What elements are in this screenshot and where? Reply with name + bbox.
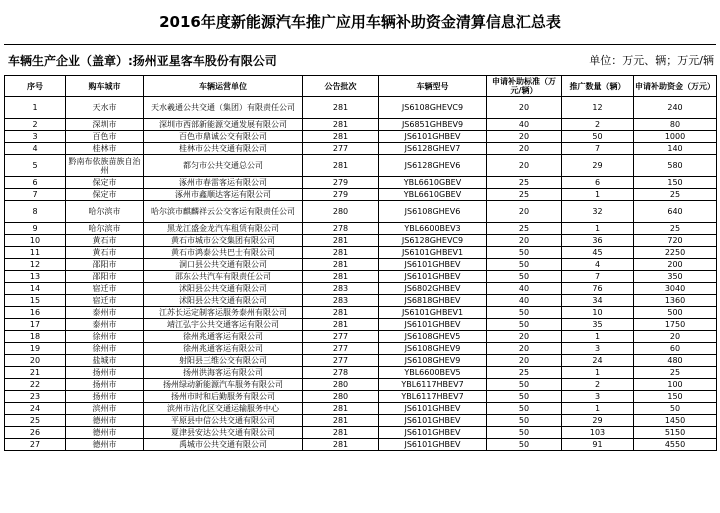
cell-city: 黄石市 [66, 235, 144, 247]
cell-batch: 281 [303, 439, 379, 451]
cell-quantity: 10 [562, 307, 634, 319]
cell-subsidy: 150 [634, 391, 717, 403]
cell-city: 深圳市 [66, 119, 144, 131]
table-row [5, 177, 717, 189]
cell-standard: 50 [487, 271, 562, 283]
cell-model: JS6101GHBEV1 [379, 247, 487, 259]
cell-quantity: 7 [562, 143, 634, 155]
cell-standard: 50 [487, 415, 562, 427]
cell-quantity: 29 [562, 415, 634, 427]
table-row [5, 235, 717, 247]
cell-standard: 20 [487, 343, 562, 355]
cell-operator: 扬州市时和后勤服务有限公司 [144, 391, 303, 403]
cell-batch: 283 [303, 295, 379, 307]
cell-standard: 20 [487, 97, 562, 119]
cell-city: 邵阳市 [66, 271, 144, 283]
cell-seq: 4 [5, 143, 66, 155]
cell-quantity: 91 [562, 439, 634, 451]
cell-model: JS6108GHEVC9 [379, 97, 487, 119]
cell-batch: 281 [303, 319, 379, 331]
cell-operator: 扬州洪海客运有限公司 [144, 367, 303, 379]
cell-seq: 24 [5, 403, 66, 415]
cell-quantity: 76 [562, 283, 634, 295]
cell-quantity: 35 [562, 319, 634, 331]
header-operator: 车辆运营单位 [144, 76, 303, 97]
table-row [5, 439, 717, 451]
cell-quantity: 24 [562, 355, 634, 367]
cell-subsidy: 25 [634, 189, 717, 201]
cell-operator: 沭阳县公共交通有限公司 [144, 283, 303, 295]
cell-subsidy: 100 [634, 379, 717, 391]
cell-city: 扬州市 [66, 391, 144, 403]
table-row [5, 391, 717, 403]
cell-seq: 17 [5, 319, 66, 331]
cell-city: 保定市 [66, 177, 144, 189]
cell-subsidy: 240 [634, 97, 717, 119]
cell-seq: 19 [5, 343, 66, 355]
cell-city: 徐州市 [66, 343, 144, 355]
cell-seq: 9 [5, 223, 66, 235]
cell-seq: 18 [5, 331, 66, 343]
cell-operator: 江苏长运定制客运服务泰州有限公司 [144, 307, 303, 319]
cell-city: 哈尔滨市 [66, 201, 144, 223]
header-seq: 序号 [5, 76, 66, 97]
cell-model: JS6101GHBEV [379, 403, 487, 415]
cell-operator: 天水羲通公共交通（集团）有限责任公司 [144, 97, 303, 119]
cell-city: 黄石市 [66, 247, 144, 259]
cell-model: YBL6117HBEV7 [379, 379, 487, 391]
cell-standard: 40 [487, 295, 562, 307]
cell-operator: 桂林市公共交通有限公司 [144, 143, 303, 155]
cell-batch: 283 [303, 283, 379, 295]
cell-operator: 涿州市鑫顺达客运有限公司 [144, 189, 303, 201]
subsidy-table [4, 75, 717, 451]
cell-standard: 25 [487, 177, 562, 189]
cell-standard: 40 [487, 119, 562, 131]
cell-model: JS6802GHBEV [379, 283, 487, 295]
cell-batch: 281 [303, 415, 379, 427]
cell-quantity: 29 [562, 155, 634, 177]
cell-quantity: 12 [562, 97, 634, 119]
cell-standard: 50 [487, 307, 562, 319]
cell-subsidy: 1000 [634, 131, 717, 143]
cell-operator: 靖江弘宇公共交通客运有限公司 [144, 319, 303, 331]
cell-seq: 20 [5, 355, 66, 367]
cell-subsidy: 200 [634, 259, 717, 271]
cell-model: JS6101GHBEV [379, 271, 487, 283]
cell-subsidy: 50 [634, 403, 717, 415]
cell-model: JS6101GHBEV [379, 131, 487, 143]
cell-quantity: 6 [562, 177, 634, 189]
cell-standard: 50 [487, 379, 562, 391]
cell-city: 盐城市 [66, 355, 144, 367]
cell-quantity: 32 [562, 201, 634, 223]
cell-seq: 11 [5, 247, 66, 259]
cell-subsidy: 25 [634, 367, 717, 379]
cell-city: 宿迁市 [66, 295, 144, 307]
cell-standard: 50 [487, 427, 562, 439]
cell-batch: 279 [303, 177, 379, 189]
cell-standard: 50 [487, 247, 562, 259]
cell-batch: 281 [303, 259, 379, 271]
cell-city: 保定市 [66, 189, 144, 201]
table-row [5, 189, 717, 201]
cell-standard: 50 [487, 319, 562, 331]
cell-quantity: 2 [562, 379, 634, 391]
cell-standard: 50 [487, 403, 562, 415]
cell-subsidy: 2250 [634, 247, 717, 259]
table-row [5, 415, 717, 427]
cell-model: JS6851GHBEV9 [379, 119, 487, 131]
cell-operator: 沭阳县公共交通有限公司 [144, 295, 303, 307]
cell-operator: 禹城市公共交通有限公司 [144, 439, 303, 451]
cell-city: 德州市 [66, 427, 144, 439]
cell-city: 百色市 [66, 131, 144, 143]
cell-quantity: 1 [562, 403, 634, 415]
cell-quantity: 1 [562, 189, 634, 201]
cell-model: YBL6117HBEV7 [379, 391, 487, 403]
cell-quantity: 45 [562, 247, 634, 259]
cell-operator: 洞口县公共交通有限公司 [144, 259, 303, 271]
cell-model: JS6101GHBEV [379, 439, 487, 451]
cell-city: 泰州市 [66, 307, 144, 319]
cell-subsidy: 580 [634, 155, 717, 177]
cell-model: JS6108GHEV9 [379, 343, 487, 355]
table-row [5, 131, 717, 143]
cell-city: 泰州市 [66, 319, 144, 331]
cell-quantity: 34 [562, 295, 634, 307]
cell-subsidy: 480 [634, 355, 717, 367]
cell-city: 邵阳市 [66, 259, 144, 271]
cell-quantity: 2 [562, 119, 634, 131]
cell-batch: 281 [303, 119, 379, 131]
cell-standard: 20 [487, 235, 562, 247]
cell-quantity: 36 [562, 235, 634, 247]
cell-subsidy: 4550 [634, 439, 717, 451]
cell-batch: 281 [303, 235, 379, 247]
cell-quantity: 1 [562, 367, 634, 379]
header-quantity: 推广数量（辆） [562, 76, 634, 97]
cell-standard: 20 [487, 331, 562, 343]
cell-model: YBL6610GBEV [379, 189, 487, 201]
cell-subsidy: 500 [634, 307, 717, 319]
cell-operator: 徐州兆通客运有限公司 [144, 343, 303, 355]
cell-city: 滨州市 [66, 403, 144, 415]
cell-seq: 16 [5, 307, 66, 319]
cell-standard: 50 [487, 439, 562, 451]
cell-subsidy: 150 [634, 177, 717, 189]
cell-seq: 21 [5, 367, 66, 379]
table-row [5, 97, 717, 119]
cell-seq: 7 [5, 189, 66, 201]
cell-subsidy: 3040 [634, 283, 717, 295]
cell-seq: 26 [5, 427, 66, 439]
cell-model: JS6128GHEVC9 [379, 235, 487, 247]
header-row [5, 76, 717, 97]
cell-quantity: 7 [562, 271, 634, 283]
cell-city: 德州市 [66, 415, 144, 427]
cell-standard: 50 [487, 259, 562, 271]
cell-quantity: 103 [562, 427, 634, 439]
cell-seq: 14 [5, 283, 66, 295]
cell-standard: 20 [487, 131, 562, 143]
cell-model: JS6101GHBEV [379, 415, 487, 427]
cell-batch: 278 [303, 367, 379, 379]
header-subsidy: 申请补助资金（万元） [634, 76, 717, 97]
cell-model: YBL6610GBEV [379, 177, 487, 189]
cell-operator: 徐州兆通客运有限公司 [144, 331, 303, 343]
cell-batch: 277 [303, 331, 379, 343]
cell-model: JS6101GHBEV [379, 427, 487, 439]
cell-model: JS6128GHEV6 [379, 155, 487, 177]
table-row [5, 355, 717, 367]
cell-seq: 13 [5, 271, 66, 283]
cell-standard: 25 [487, 189, 562, 201]
cell-city: 哈尔滨市 [66, 223, 144, 235]
company-label: 车辆生产企业（盖章）:扬州亚星客车股份有限公司 [8, 54, 277, 68]
cell-quantity: 50 [562, 131, 634, 143]
table-row [5, 247, 717, 259]
cell-quantity: 1 [562, 331, 634, 343]
header-model: 车辆型号 [379, 76, 487, 97]
cell-city: 扬州市 [66, 379, 144, 391]
cell-model: YBL6600BEV5 [379, 367, 487, 379]
cell-operator: 黄石市城市公交集团有限公司 [144, 235, 303, 247]
cell-subsidy: 1750 [634, 319, 717, 331]
cell-operator: 百色市鼎诚公交有限公司 [144, 131, 303, 143]
cell-seq: 3 [5, 131, 66, 143]
cell-operator: 滨州市沾化区交通运输服务中心 [144, 403, 303, 415]
cell-subsidy: 720 [634, 235, 717, 247]
cell-operator: 邵东公共汽车有限责任公司 [144, 271, 303, 283]
cell-batch: 281 [303, 307, 379, 319]
cell-batch: 277 [303, 343, 379, 355]
cell-operator: 黄石市鸿泰公共巴士有限公司 [144, 247, 303, 259]
cell-batch: 281 [303, 247, 379, 259]
cell-city: 徐州市 [66, 331, 144, 343]
cell-seq: 12 [5, 259, 66, 271]
cell-city: 黔南布依族苗族自治州 [66, 155, 144, 177]
cell-batch: 281 [303, 97, 379, 119]
cell-model: JS6818GHBEV [379, 295, 487, 307]
header-city: 购车城市 [66, 76, 144, 97]
cell-seq: 25 [5, 415, 66, 427]
cell-city: 德州市 [66, 439, 144, 451]
table-row [5, 201, 717, 223]
cell-quantity: 4 [562, 259, 634, 271]
cell-model: JS6101GHBEV [379, 319, 487, 331]
cell-standard: 50 [487, 391, 562, 403]
cell-standard: 20 [487, 355, 562, 367]
header-standard: 申请补助标准（万元/辆） [487, 76, 562, 97]
cell-batch: 281 [303, 131, 379, 143]
table-row [5, 119, 717, 131]
cell-operator: 深圳市西部新能源交通发展有限公司 [144, 119, 303, 131]
table-row [5, 155, 717, 177]
cell-seq: 15 [5, 295, 66, 307]
info-bar [4, 44, 716, 75]
table-row [5, 307, 717, 319]
table-row [5, 331, 717, 343]
cell-subsidy: 25 [634, 223, 717, 235]
cell-seq: 6 [5, 177, 66, 189]
cell-subsidy: 140 [634, 143, 717, 155]
cell-city: 扬州市 [66, 367, 144, 379]
cell-standard: 25 [487, 367, 562, 379]
cell-seq: 27 [5, 439, 66, 451]
cell-city: 天水市 [66, 97, 144, 119]
cell-seq: 2 [5, 119, 66, 131]
cell-standard: 20 [487, 155, 562, 177]
table-row [5, 295, 717, 307]
cell-operator: 都匀市公共交通总公司 [144, 155, 303, 177]
table-row [5, 427, 717, 439]
cell-subsidy: 60 [634, 343, 717, 355]
table-row [5, 271, 717, 283]
cell-subsidy: 1450 [634, 415, 717, 427]
cell-batch: 280 [303, 379, 379, 391]
cell-batch: 279 [303, 189, 379, 201]
cell-operator: 夏津县安达公共交通有限公司 [144, 427, 303, 439]
cell-subsidy: 640 [634, 201, 717, 223]
cell-operator: 涿州市春雷客运有限公司 [144, 177, 303, 189]
table-row [5, 319, 717, 331]
cell-batch: 277 [303, 355, 379, 367]
cell-subsidy: 80 [634, 119, 717, 131]
cell-model: JS6108GHEV9 [379, 355, 487, 367]
cell-operator: 扬州绿动新能源汽车服务有限公司 [144, 379, 303, 391]
cell-model: JS6108GHEV5 [379, 331, 487, 343]
cell-batch: 281 [303, 155, 379, 177]
cell-batch: 281 [303, 427, 379, 439]
cell-city: 桂林市 [66, 143, 144, 155]
cell-model: YBL6600BEV3 [379, 223, 487, 235]
table-row [5, 403, 717, 415]
table-row [5, 259, 717, 271]
cell-seq: 22 [5, 379, 66, 391]
cell-batch: 278 [303, 223, 379, 235]
cell-subsidy: 1360 [634, 295, 717, 307]
cell-batch: 281 [303, 271, 379, 283]
cell-operator: 平原县中信公共交通有限公司 [144, 415, 303, 427]
cell-operator: 黑龙江盛金龙汽车租赁有限公司 [144, 223, 303, 235]
cell-operator: 哈尔滨市麒麟祥云公交客运有限责任公司 [144, 201, 303, 223]
cell-batch: 277 [303, 143, 379, 155]
cell-standard: 25 [487, 223, 562, 235]
cell-seq: 23 [5, 391, 66, 403]
cell-seq: 8 [5, 201, 66, 223]
cell-standard: 20 [487, 201, 562, 223]
cell-quantity: 3 [562, 391, 634, 403]
table-row [5, 143, 717, 155]
cell-seq: 1 [5, 97, 66, 119]
cell-model: JS6128GHEV7 [379, 143, 487, 155]
cell-batch: 280 [303, 391, 379, 403]
cell-city: 宿迁市 [66, 283, 144, 295]
cell-subsidy: 350 [634, 271, 717, 283]
page-title: 2016年度新能源汽车推广应用车辆补助资金清算信息汇总表 [159, 13, 561, 31]
table-row [5, 379, 717, 391]
cell-subsidy: 5150 [634, 427, 717, 439]
table-row [5, 343, 717, 355]
cell-batch: 280 [303, 201, 379, 223]
cell-seq: 5 [5, 155, 66, 177]
cell-operator: 射阳县三维公交有限公司 [144, 355, 303, 367]
cell-standard: 40 [487, 283, 562, 295]
cell-quantity: 3 [562, 343, 634, 355]
cell-quantity: 1 [562, 223, 634, 235]
cell-seq: 10 [5, 235, 66, 247]
cell-model: JS6101GHBEV [379, 259, 487, 271]
cell-model: JS6108GHEV6 [379, 201, 487, 223]
cell-subsidy: 20 [634, 331, 717, 343]
table-row [5, 367, 717, 379]
cell-model: JS6101GHBEV1 [379, 307, 487, 319]
cell-batch: 281 [303, 403, 379, 415]
unit-label: 单位：万元、辆；万元/辆 [589, 54, 714, 67]
header-batch: 公告批次 [303, 76, 379, 97]
table-row [5, 223, 717, 235]
cell-standard: 20 [487, 143, 562, 155]
table-row [5, 283, 717, 295]
